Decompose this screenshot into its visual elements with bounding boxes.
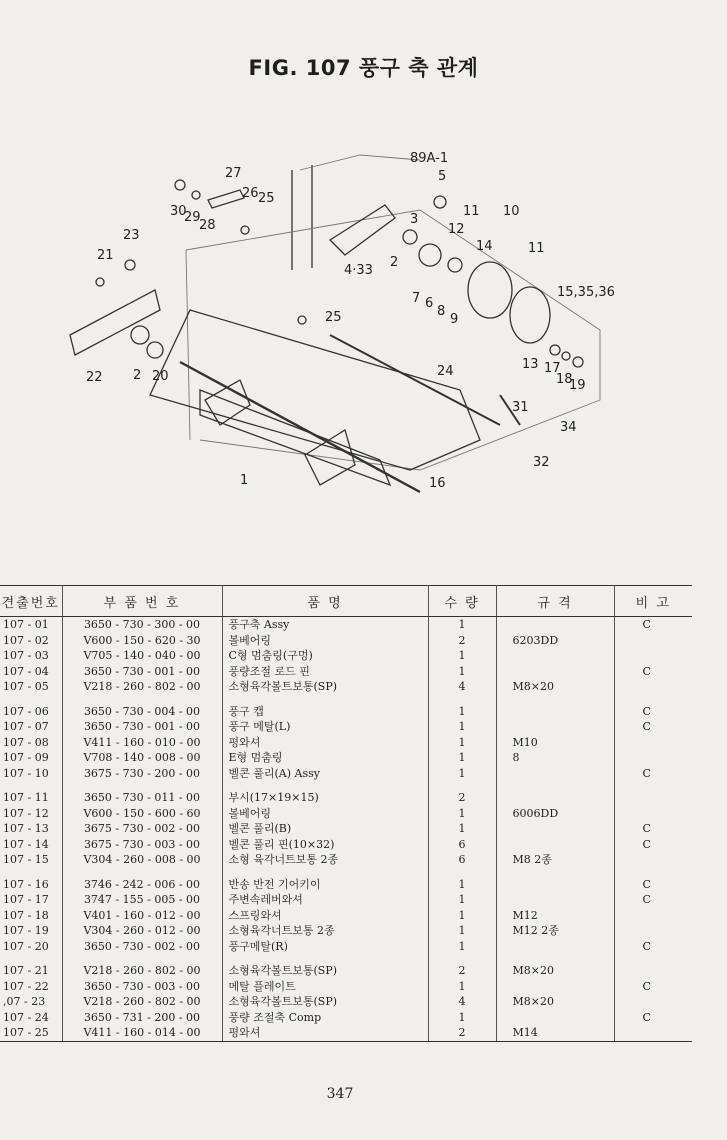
cell-ref-no: 107 - 12 (0, 806, 62, 822)
cell-spec: 8 (496, 750, 614, 766)
callout-2b: 2 (133, 368, 142, 383)
cell-remark (614, 648, 692, 664)
parts-table (0, 585, 692, 1042)
table-row (0, 790, 692, 806)
cell-ref-no: 107 - 03 (0, 648, 62, 664)
callout-13: 13 (522, 357, 539, 372)
cell-part-no: V708 - 140 - 008 - 00 (62, 750, 222, 766)
table-row (0, 750, 692, 766)
cell-qty: 2 (428, 1025, 496, 1041)
cell-ref-no: 107 - 18 (0, 908, 62, 924)
cell-part-name: 메탈 플레이트 (222, 979, 428, 995)
cell-part-no: V218 - 260 - 802 - 00 (62, 994, 222, 1010)
cell-spec (496, 877, 614, 893)
cell-part-no: V304 - 260 - 012 - 00 (62, 923, 222, 939)
cell-ref-no: 107 - 01 (0, 617, 62, 633)
cell-qty: 1 (428, 664, 496, 680)
cell-ref-no: 107 - 20 (0, 939, 62, 955)
cell-spec: M8×20 (496, 994, 614, 1010)
callout-1: 1 (240, 473, 249, 488)
cell-remark: C (642, 704, 651, 718)
table-row (0, 633, 692, 649)
cell-part-no: 3650 - 731 - 200 - 00 (62, 1010, 222, 1026)
cell-part-no: V304 - 260 - 008 - 00 (62, 852, 222, 868)
cell-spec (496, 939, 614, 955)
cell-remark (614, 908, 692, 924)
cell-qty: 6 (428, 837, 496, 853)
header-part-name: 품 명 (222, 586, 428, 617)
figure-title: FIG. 107 풍구 축 관계 (248, 56, 479, 80)
cell-spec (496, 617, 614, 633)
callout-2a: 2 (390, 255, 399, 270)
cell-part-name: 평와셔 (222, 735, 428, 751)
callout-34: 34 (560, 420, 577, 435)
callout-5: 5 (438, 169, 447, 184)
cell-spec (496, 1010, 614, 1026)
callout-17: 17 (544, 361, 561, 376)
table-row (0, 908, 692, 924)
bearing-right (419, 244, 441, 266)
table-row (0, 852, 692, 868)
cell-part-no: V218 - 260 - 802 - 00 (62, 963, 222, 979)
main-shaft (180, 362, 420, 492)
cell-ref-no: 107 - 21 (0, 963, 62, 979)
table-row (0, 704, 692, 720)
page-number: 347 (326, 1086, 354, 1102)
cell-remark (614, 852, 692, 868)
callout-6: 6 (425, 296, 434, 311)
cell-part-no: V600 - 150 - 620 - 30 (62, 633, 222, 649)
pulley-a (468, 262, 512, 318)
table-row (0, 892, 692, 908)
table-row (0, 1025, 692, 1041)
table-row (0, 923, 692, 939)
cell-spec: 6006DD (496, 806, 614, 822)
cell-qty: 1 (428, 750, 496, 766)
cell-part-name: 볼베어링 (222, 633, 428, 649)
cell-remark (614, 735, 692, 751)
table-row (0, 837, 692, 853)
cell-part-name: 소형육각너트보통 2종 (222, 923, 428, 939)
cell-part-no: 3747 - 155 - 005 - 00 (62, 892, 222, 908)
header-ref-no: 견출번호 (0, 586, 62, 617)
cell-qty: 1 (428, 979, 496, 995)
cell-ref-no: 107 - 11 (0, 790, 62, 806)
table-row (0, 617, 692, 633)
metal-left (147, 342, 163, 358)
table-row (0, 979, 692, 995)
callout-10: 10 (503, 204, 520, 219)
cell-remark: C (642, 877, 651, 891)
table-spacer (0, 954, 692, 963)
cell-remark: C (642, 618, 651, 631)
cell-spec (496, 837, 614, 853)
callout-12: 12 (448, 222, 465, 237)
cell-qty: 1 (428, 735, 496, 751)
cell-remark: C (642, 822, 651, 835)
cell-spec (496, 664, 614, 680)
cell-part-name: 반송 반전 기어키이 (222, 877, 428, 893)
callout-23: 23 (123, 228, 140, 243)
cell-ref-no: ,07 - 23 (0, 994, 62, 1010)
cell-part-name: 스프링와셔 (222, 908, 428, 924)
cell-qty: 1 (428, 908, 496, 924)
callout-25a: 25 (258, 191, 275, 206)
cell-remark (614, 750, 692, 766)
cell-part-no: 3675 - 730 - 003 - 00 (62, 837, 222, 853)
table-row (0, 679, 692, 695)
cell-spec (496, 979, 614, 995)
cell-spec: M10 (496, 735, 614, 751)
table-row (0, 877, 692, 893)
cell-qty: 1 (428, 939, 496, 955)
cell-remark (614, 806, 692, 822)
cell-qty: 2 (428, 633, 496, 649)
cell-part-no: 3746 - 242 - 006 - 00 (62, 877, 222, 893)
cell-part-name: E형 멈춤링 (222, 750, 428, 766)
cell-part-no: V401 - 160 - 012 - 00 (62, 908, 222, 924)
cell-ref-no: 107 - 25 (0, 1025, 62, 1041)
cell-part-name: 볼베어링 (222, 806, 428, 822)
cell-part-name: 풍구 메탈(L) (222, 719, 428, 735)
cell-remark (614, 963, 692, 979)
header-part-no: 부 품 번 호 (62, 586, 222, 617)
cell-remark (614, 790, 692, 806)
cell-remark (614, 679, 692, 695)
cell-qty: 1 (428, 806, 496, 822)
cell-part-name: 평와셔 (222, 1025, 428, 1041)
cell-ref-no: 107 - 04 (0, 664, 62, 680)
callout-14: 14 (476, 239, 493, 254)
cell-part-name: 풍량조절 로드 핀 (222, 664, 428, 680)
cell-remark (614, 994, 692, 1010)
cell-part-name: 소형육각볼트보통(SP) (222, 963, 428, 979)
cell-qty: 1 (428, 821, 496, 837)
callout-24: 24 (437, 364, 454, 379)
cell-ref-no: 107 - 09 (0, 750, 62, 766)
callout-7: 7 (412, 291, 421, 306)
cell-part-name: 벨콘 풀리(B) (222, 821, 428, 837)
cell-remark: C (642, 766, 651, 780)
table-spacer (0, 868, 692, 877)
cell-ref-no: 107 - 13 (0, 821, 62, 837)
cell-qty: 4 (428, 679, 496, 695)
cell-part-name: 벨콘 풀리(A) Assy (222, 766, 428, 782)
table-row (0, 994, 692, 1010)
callout-20: 20 (152, 369, 169, 384)
cell-remark: C (642, 837, 651, 851)
callout-3: 3 (410, 212, 419, 227)
cell-part-name: 풍구메탈(R) (222, 939, 428, 955)
cell-ref-no: 107 - 24 (0, 1010, 62, 1026)
header-remark: 비 고 (614, 586, 692, 617)
cell-qty: 4 (428, 994, 496, 1010)
pulley-b (510, 287, 550, 343)
callout-25b: 25 (325, 310, 342, 325)
cell-part-no: 3650 - 730 - 003 - 00 (62, 979, 222, 995)
cell-spec (496, 892, 614, 908)
cell-part-no: 3650 - 730 - 002 - 00 (62, 939, 222, 955)
cell-ref-no: 107 - 22 (0, 979, 62, 995)
cell-part-name: 풍구축 Assy (222, 617, 428, 633)
cell-part-no: V218 - 260 - 802 - 00 (62, 679, 222, 695)
cell-ref-no: 107 - 10 (0, 766, 62, 782)
cell-part-name: 소형육각볼트보통(SP) (222, 994, 428, 1010)
callout-19: 19 (569, 378, 586, 393)
cell-ref-no: 107 - 05 (0, 679, 62, 695)
cell-ref-no: 107 - 16 (0, 877, 62, 893)
cell-part-no: 3650 - 730 - 004 - 00 (62, 704, 222, 720)
parts-table-wrap (0, 585, 727, 1042)
cell-part-name: 주변속레버와셔 (222, 892, 428, 908)
bush (448, 258, 462, 272)
table-row (0, 939, 692, 955)
callout-15-35-36: 15,35,36 (557, 285, 615, 300)
cell-spec (496, 821, 614, 837)
cell-part-no: V411 - 160 - 010 - 00 (62, 735, 222, 751)
cell-spec: 6203DD (496, 633, 614, 649)
callout-89a-1: 89A-1 (410, 151, 449, 166)
cell-spec: M12 (496, 908, 614, 924)
callout-32: 32 (533, 455, 550, 470)
cell-part-no: 3675 - 730 - 002 - 00 (62, 821, 222, 837)
cell-ref-no: 107 - 15 (0, 852, 62, 868)
table-row (0, 806, 692, 822)
table-row (0, 821, 692, 837)
cell-qty: 1 (428, 923, 496, 939)
table-row (0, 719, 692, 735)
callout-11b: 11 (528, 241, 545, 256)
callout-27: 27 (225, 166, 242, 181)
table-spacer (0, 781, 692, 790)
cell-part-name: 소형육각볼트보통(SP) (222, 679, 428, 695)
cell-spec (496, 790, 614, 806)
cell-spec (496, 766, 614, 782)
table-row (0, 1010, 692, 1026)
cell-part-name: C형 멈춤링(구멍) (222, 648, 428, 664)
bearing-left (131, 326, 149, 344)
cell-remark: C (642, 1010, 651, 1024)
callout-9: 9 (450, 312, 459, 327)
callout-30: 30 (170, 204, 187, 219)
cell-part-name: 풍량 조절축 Comp (222, 1010, 428, 1026)
cell-part-no: 3650 - 730 - 300 - 00 (62, 617, 222, 633)
cell-ref-no: 107 - 07 (0, 719, 62, 735)
callout-29: 29 (184, 210, 201, 225)
cell-part-no: V411 - 160 - 014 - 00 (62, 1025, 222, 1041)
table-row (0, 664, 692, 680)
table-row (0, 648, 692, 664)
cell-spec (496, 648, 614, 664)
table-header-row (0, 586, 692, 617)
cell-remark: C (642, 720, 651, 733)
cell-remark: C (642, 939, 651, 953)
cell-part-no: 3675 - 730 - 200 - 00 (62, 766, 222, 782)
cell-remark: C (642, 664, 651, 678)
cell-remark (614, 633, 692, 649)
cell-spec: M14 (496, 1025, 614, 1041)
cell-qty: 1 (428, 719, 496, 735)
table-spacer (0, 695, 692, 704)
cell-qty: 1 (428, 892, 496, 908)
cell-spec: M12 2종 (496, 923, 614, 939)
cell-ref-no: 107 - 06 (0, 704, 62, 720)
cell-part-no: V600 - 150 - 600 - 60 (62, 806, 222, 822)
header-spec: 규 격 (496, 586, 614, 617)
callout-26: 26 (242, 186, 259, 201)
cell-ref-no: 107 - 08 (0, 735, 62, 751)
callout-11a: 11 (463, 204, 480, 219)
cell-ref-no: 107 - 19 (0, 923, 62, 939)
callout-4-33: 4·33 (344, 263, 373, 278)
cell-part-name: 소형 육각너트보통 2종 (222, 852, 428, 868)
cell-part-name: 벨콘 풀리 핀(10×32) (222, 837, 428, 853)
cell-qty: 1 (428, 617, 496, 633)
cell-spec (496, 719, 614, 735)
table-row (0, 735, 692, 751)
cell-remark (614, 1025, 692, 1041)
callout-16: 16 (429, 476, 446, 491)
cell-part-no: V705 - 140 - 040 - 00 (62, 648, 222, 664)
callout-22: 22 (86, 370, 103, 385)
cell-remark: C (642, 979, 651, 993)
table-row (0, 766, 692, 782)
cell-part-no: 3650 - 730 - 011 - 00 (62, 790, 222, 806)
callout-18: 18 (556, 372, 573, 387)
bracket-arm (330, 205, 395, 255)
cell-ref-no: 107 - 14 (0, 837, 62, 853)
cell-part-name: 부시(17×19×15) (222, 790, 428, 806)
callout-8: 8 (437, 304, 446, 319)
cell-qty: 2 (428, 963, 496, 979)
cell-part-no: 3650 - 730 - 001 - 00 (62, 664, 222, 680)
cell-qty: 6 (428, 852, 496, 868)
left-plate (70, 290, 160, 355)
cell-part-name: 풍구 캡 (222, 704, 428, 720)
frame-post (292, 165, 312, 270)
cell-qty: 2 (428, 790, 496, 806)
cell-remark (614, 923, 692, 939)
callout-28: 28 (199, 218, 216, 233)
header-qty: 수 량 (428, 586, 496, 617)
cell-qty: 1 (428, 648, 496, 664)
callout-31: 31 (512, 400, 529, 415)
cell-qty: 1 (428, 877, 496, 893)
cell-spec: M8×20 (496, 679, 614, 695)
cell-qty: 1 (428, 1010, 496, 1026)
cell-spec (496, 704, 614, 720)
table-row (0, 963, 692, 979)
cell-spec: M8×20 (496, 963, 614, 979)
callout-labels (86, 151, 615, 491)
cell-ref-no: 107 - 02 (0, 633, 62, 649)
cell-remark: C (642, 893, 651, 906)
cell-qty: 1 (428, 704, 496, 720)
cell-spec: M8 2종 (496, 852, 614, 868)
cell-part-no: 3650 - 730 - 001 - 00 (62, 719, 222, 735)
exploded-parts-diagram (0, 140, 727, 560)
cell-qty: 1 (428, 766, 496, 782)
cell-ref-no: 107 - 17 (0, 892, 62, 908)
callout-21: 21 (97, 248, 114, 263)
